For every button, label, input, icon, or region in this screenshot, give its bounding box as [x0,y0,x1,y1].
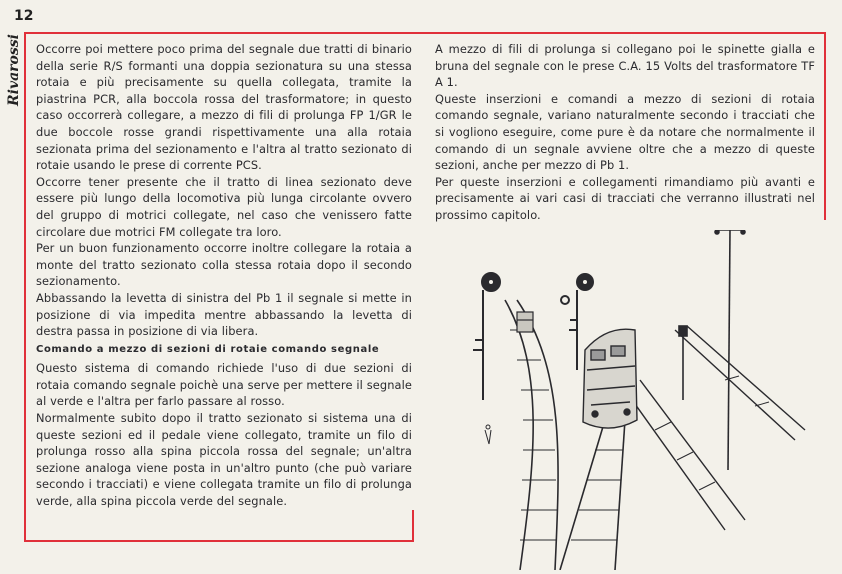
frame-bottom-right-tick [412,510,414,542]
distant-train-icon [517,312,533,332]
section-heading: Comando a mezzo di sezioni di rotaie comando segnale [36,343,380,355]
lamp-post-icon [715,230,745,470]
paragraph: Occorre poi mettere poco prima del segnale due tratti di binario della serie R/S formanti una doppia sezionatura su una stessa rotaia e più precisamente su quella collegata, tramite la piastrina PCR, alla boccola rossa del trasformatore; in questo caso occorrerà collegare, a mezzo di fili di prolunga FP 1/GR le due boccole rosse grandi rispettivamente una alla rotaia sezionata prima del sezionamento e l'altra al tratto sezionato di rotaie usando le prese di corrente PCS. [36,42,412,173]
frame-bottom-border [24,540,414,542]
signal-right-small-icon [679,326,687,400]
signal-left-icon [473,273,500,400]
paragraph: A mezzo di fili di prolunga si collegano poi le spinette gialla e bruna del segnale con le prese C.A. 15 Volts del trasformatore TF A 1. [435,42,815,90]
paragraph: Occorre tener presente che il tratto di linea sezionato deve essere più lungo della locomotiva più lunga circolante ovvero del gruppo di motrici collegate, nel caso che venissero fatte circolare due motrici FM collegate tra loro. [36,174,412,239]
train-icon [583,329,637,428]
left-text-column [36,41,412,510]
track-left-icon [505,300,558,570]
frame-right-border [824,32,826,220]
track-worker-icon [485,425,491,444]
paragraph: Normalmente subito dopo il tratto sezionato si sistema una di queste sezioni ed il pedale viene collegato, tramite un filo di prolunga rosso alla spina piccola rossa del segnale; un'altra sezione analoga viene posta in un'altro punto (che può variare secondo i tracciati) e viene collegata tramite un filo di prolunga verde, alla spina piccola verde del segnale. [36,411,412,509]
paragraph: Per queste inserzioni e collegamenti rimandiamo più avanti e precisamente ai vari casi di tracciati che verranno illustrati nel prossimo capitolo. [435,174,815,222]
track-right-icon [625,326,805,530]
railway-signals-train-illustration-icon [425,230,825,570]
frame-left-border [24,32,26,542]
paragraph: Per un buon funzionamento occorre inoltre collegare la rotaia a monte del tratto sezionato colla stessa rotaia dopo il secondo sezionamento. [36,241,412,289]
paragraph: Questo sistema di comando richiede l'uso di due sezioni di rotaia comando segnale poichè una serve per mettere il segnale al verde e l'altra per farlo passare al rosso. [36,361,412,409]
track-center-icon [560,420,625,570]
frame-top-border [24,32,826,34]
paragraph: Queste inserzioni e comandi a mezzo di sezioni di rotaia comando segnale, variano naturalmente secondo i tracciati che si vogliono eseguire, come pure è da notare che normalmente il comando di un segnale avviene oltre che a mezzo di queste sezioni, anche per mezzo di Pb 1. [435,91,815,173]
page-number: 12 [14,8,34,24]
paragraph: Abbassando la levetta di sinistra del Pb 1 il segnale si mette in posizione di via impedita mentre abbassando la levetta di destra passa in posizione di via libera. [36,290,412,339]
brand-vertical-label: Rivarossi [6,34,22,106]
right-text-column [435,41,815,224]
